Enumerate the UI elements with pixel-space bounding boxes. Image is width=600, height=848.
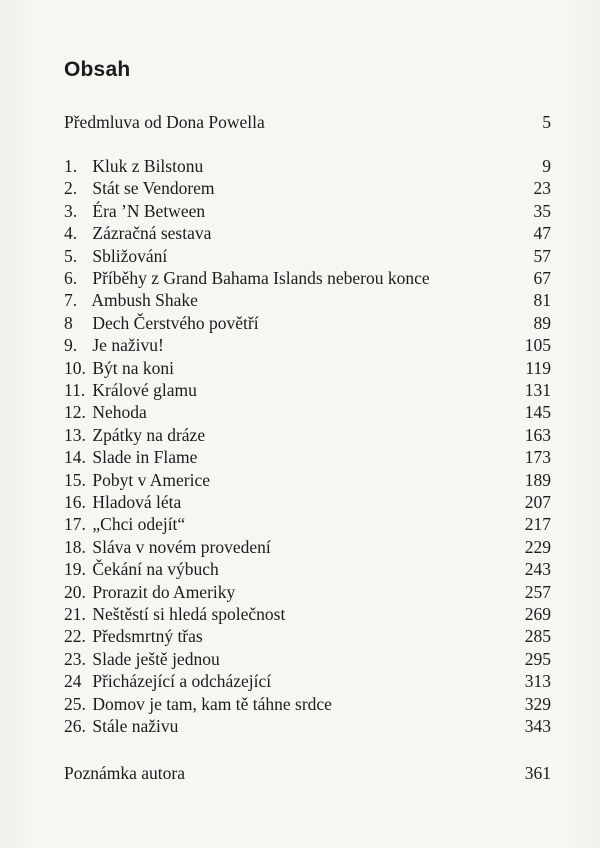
chapter-number: 16.: [64, 492, 86, 512]
chapter-page: 257: [524, 581, 551, 602]
chapter-number: 3.: [64, 200, 78, 221]
chapter-page: 119: [525, 357, 551, 378]
toc-chapter-row: [64, 648, 551, 670]
chapter-page: 343: [524, 716, 551, 736]
chapter-title: Sbližování: [92, 245, 168, 266]
chapter-title: Králové glamu: [92, 380, 197, 400]
chapter-title: Je naživu!: [92, 335, 164, 356]
chapter-number: 21.: [64, 604, 86, 624]
toc-preface-page: 5: [542, 112, 551, 132]
chapter-page: 23: [533, 178, 551, 199]
toc-chapter-row: [64, 401, 551, 423]
chapter-title: Příběhy z Grand Bahama Islands neberou konce: [92, 268, 430, 288]
chapter-number: 13.: [64, 424, 86, 445]
chapter-number: 19.: [64, 559, 86, 580]
chapter-title: Slade in Flame: [92, 447, 198, 468]
chapter-page: 35: [533, 200, 551, 221]
chapter-page: 313: [524, 671, 551, 692]
toc-chapter-row: [64, 536, 551, 558]
toc-chapter-row: [64, 245, 551, 267]
chapter-page: 81: [533, 290, 551, 311]
toc-chapter-row: [64, 312, 551, 334]
chapter-page: 105: [524, 335, 551, 356]
toc-chapter-row: [64, 289, 551, 311]
toc-chapter-row: [64, 491, 551, 513]
toc-chapter-row: [64, 222, 551, 244]
toc-chapter-row: [64, 446, 551, 468]
chapter-title: Přicházející a odcházející: [92, 671, 272, 692]
chapter-title: „Chci odejít“: [92, 514, 186, 535]
chapter-number: 24: [64, 671, 82, 692]
toc-chapter-row: [64, 558, 551, 580]
chapter-title: Stále naživu: [92, 716, 179, 736]
chapter-number: 15.: [64, 469, 86, 490]
chapter-number: 23.: [64, 648, 86, 669]
chapter-number: 6.: [64, 268, 78, 288]
chapter-title: Prorazit do Ameriky: [92, 581, 236, 602]
toc-chapter-row: [64, 715, 551, 737]
chapter-page: 243: [524, 559, 551, 580]
chapter-number: 1.: [64, 156, 78, 176]
chapter-title: Éra ’N Between: [92, 200, 206, 221]
chapter-page: 145: [524, 402, 551, 423]
toc-chapter-row: [64, 693, 551, 715]
toc-chapter-row: [64, 155, 551, 177]
chapter-number: 14.: [64, 447, 86, 468]
chapter-page: 173: [524, 447, 551, 468]
chapter-title: Předsmrtný třas: [92, 626, 203, 647]
chapter-page: 217: [524, 514, 551, 535]
chapter-title: Sláva v novém provedení: [92, 536, 271, 557]
chapter-page: 295: [524, 648, 551, 669]
toc-chapter-row: [64, 424, 551, 446]
toc-chapter-row: [64, 469, 551, 491]
chapter-number: 4.: [64, 223, 78, 244]
chapter-title: Stát se Vendorem: [92, 178, 215, 199]
chapter-number: 17.: [64, 514, 86, 535]
chapter-title: Zpátky na dráze: [92, 424, 206, 445]
chapter-number: 20.: [64, 581, 86, 602]
chapter-number: 5.: [64, 245, 78, 266]
chapter-page: 57: [533, 245, 551, 266]
chapter-title: Hladová léta: [92, 492, 182, 512]
toc-preface: [64, 111, 551, 133]
toc-afterword-label: Poznámka autora: [64, 763, 185, 783]
toc-chapter-row: [64, 581, 551, 603]
chapter-page: 207: [524, 492, 551, 512]
toc-chapter-row: [64, 625, 551, 647]
chapter-title: Dech Čerstvého povětří: [92, 312, 259, 333]
chapter-number: 10.: [64, 357, 86, 378]
chapter-title: Ambush Shake: [91, 290, 198, 311]
chapter-number: 22.: [64, 626, 86, 647]
toc-chapter-row: [64, 379, 551, 401]
chapter-title: Nehoda: [92, 402, 147, 423]
chapter-page: 47: [533, 223, 551, 244]
chapter-title: Být na koni: [92, 357, 175, 378]
toc-afterword: [64, 762, 551, 784]
chapter-number: 18.: [64, 536, 86, 557]
chapter-page: 269: [524, 604, 551, 624]
toc-chapter-row: [64, 513, 551, 535]
toc-chapter-row: [64, 603, 551, 625]
toc-chapter-row: [64, 200, 551, 222]
toc-chapter-row: [64, 357, 551, 379]
toc-chapter-row: [64, 670, 551, 692]
toc-chapter-row: [64, 267, 551, 289]
page-title: Obsah: [64, 58, 131, 81]
chapter-title: Pobyt v Americe: [92, 469, 210, 490]
toc-chapter-row: [64, 334, 551, 356]
chapter-page: 89: [533, 312, 551, 333]
toc-preface-label: Předmluva od Dona Powella: [64, 112, 265, 132]
chapter-title: Domov je tam, kam tě táhne srdce: [92, 693, 332, 714]
chapter-page: 163: [524, 424, 551, 445]
chapter-number: 25.: [64, 693, 86, 714]
chapter-number: 8: [64, 312, 73, 333]
chapter-page: 285: [524, 626, 551, 647]
chapter-number: 9.: [64, 335, 78, 356]
chapter-page: 189: [524, 469, 551, 490]
chapter-number: 26.: [64, 716, 86, 736]
chapter-page: 67: [533, 268, 551, 288]
chapter-page: 131: [524, 380, 551, 400]
chapter-title: Neštěstí si hledá společnost: [92, 604, 286, 624]
chapter-page: 229: [524, 536, 551, 557]
chapter-number: 12.: [64, 402, 86, 423]
chapter-title: Zázračná sestava: [92, 223, 212, 244]
chapter-page: 9: [542, 156, 551, 176]
chapter-number: 11.: [64, 380, 86, 400]
chapter-title: Čekání na výbuch: [92, 559, 219, 580]
chapter-title: Kluk z Bilstonu: [92, 156, 204, 176]
chapter-number: 2.: [64, 178, 78, 199]
chapter-title: Slade ještě jednou: [92, 648, 220, 669]
toc-afterword-page: 361: [524, 763, 551, 783]
chapter-page: 329: [524, 693, 551, 714]
chapter-number: 7.: [64, 290, 78, 311]
toc-chapter-row: [64, 177, 551, 199]
